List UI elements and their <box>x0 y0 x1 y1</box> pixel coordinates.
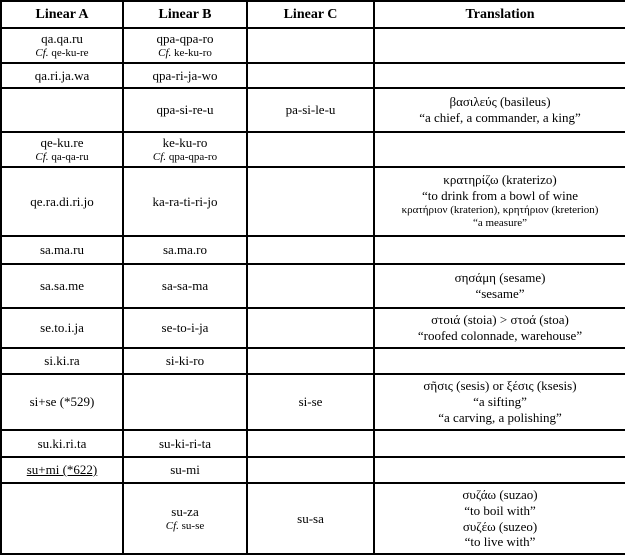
table-row <box>1 308 625 348</box>
cell-line: Cf. ke-ku-ro <box>158 46 212 59</box>
cell-line: “a sifting” <box>473 394 527 410</box>
cell-translation <box>374 457 625 483</box>
cell-translation <box>374 308 625 348</box>
cell-line: qa.ri.ja.wa <box>34 67 90 83</box>
cell-linear-b <box>123 430 247 457</box>
cell-translation <box>374 430 625 457</box>
cell-linear-c <box>247 167 374 236</box>
cell-linear-b <box>123 308 247 348</box>
cell-linear-c <box>247 374 374 430</box>
cell-linear-b <box>123 88 247 132</box>
cell-line: “to boil with” <box>464 502 536 518</box>
cell-line: “sesame” <box>475 286 525 301</box>
cell-linear-c <box>247 88 374 132</box>
table-row <box>1 236 625 264</box>
column-header-linear-b: Linear B <box>123 1 247 28</box>
cell-linear-c <box>247 28 374 63</box>
cell-line: qpa-qpa-ro <box>156 30 214 46</box>
cell-linear-b <box>123 132 247 167</box>
cell-linear-b <box>123 63 247 88</box>
table-row <box>1 457 625 483</box>
cell-linear-a <box>1 483 123 554</box>
cell-linear-a <box>1 457 123 483</box>
cell-linear-c <box>247 132 374 167</box>
column-header-linear-c: Linear C <box>247 1 374 28</box>
cell-line: “a carving, a polishing” <box>438 409 562 425</box>
cell-line: “roofed colonnade, warehouse” <box>417 328 583 343</box>
cell-linear-a <box>1 374 123 430</box>
cell-translation <box>374 28 625 63</box>
cell-line: si.ki.ra <box>44 353 80 369</box>
table-row <box>1 483 625 554</box>
cell-line: se.to.i.ja <box>40 320 84 336</box>
cell-linear-a <box>1 63 123 88</box>
table-row <box>1 88 625 132</box>
table-body <box>1 28 625 554</box>
cell-translation <box>374 88 625 132</box>
cell-line: sa.ma.ru <box>39 242 85 258</box>
cell-translation <box>374 348 625 374</box>
cell-line: qe.ra.di.ri.jo <box>30 193 94 209</box>
cf-marker: Cf. <box>165 519 179 532</box>
cell-line: su-mi <box>170 462 200 478</box>
cell-line: si-ki-ro <box>165 353 205 369</box>
cf-marker: Cf. <box>35 46 49 59</box>
cell-line: Cf. qa-qa-ru <box>35 150 89 163</box>
cell-line: su-za <box>171 503 199 519</box>
cell-line: qpa-si-re-u <box>156 102 214 118</box>
cell-linear-c <box>247 264 374 308</box>
cell-linear-b <box>123 483 247 554</box>
cell-linear-c <box>247 236 374 264</box>
cell-line: ke-ku-ro <box>162 134 208 150</box>
cell-line: Cf. qe-ku-re <box>35 46 89 59</box>
table-row <box>1 374 625 430</box>
cell-linear-c <box>247 348 374 374</box>
cell-line: sa.sa.me <box>39 278 85 294</box>
table-row <box>1 348 625 374</box>
cell-line: “a measure” <box>472 217 528 230</box>
cell-linear-c <box>247 457 374 483</box>
cell-line: qpa-ri-ja-wo <box>152 67 218 83</box>
cell-line: se-to-i-ja <box>161 320 209 336</box>
cell-linear-a <box>1 430 123 457</box>
cell-translation <box>374 483 625 554</box>
table-row <box>1 264 625 308</box>
table-row <box>1 28 625 63</box>
cell-linear-b <box>123 167 247 236</box>
cell-linear-a <box>1 308 123 348</box>
cell-line: su-sa <box>297 510 324 526</box>
cell-linear-a <box>1 348 123 374</box>
cell-line: qe-ku.re <box>40 134 84 150</box>
column-header-translation: Translation <box>374 1 625 28</box>
cell-line: συζάω (suzao) <box>462 486 538 502</box>
cell-line: su-ki-ri-ta <box>159 435 211 451</box>
cell-linear-b <box>123 28 247 63</box>
cell-line: sa.ma.ro <box>162 242 208 258</box>
cell-linear-b <box>123 348 247 374</box>
cell-translation <box>374 132 625 167</box>
cell-linear-c <box>247 63 374 88</box>
table-row <box>1 167 625 236</box>
cell-linear-a <box>1 236 123 264</box>
cell-linear-b <box>123 457 247 483</box>
cell-line: su+mi (*622) <box>26 462 98 478</box>
cell-line: κρατηρίζω (kraterizo) <box>443 171 557 187</box>
cell-line: βασιλεύς (basileus) <box>449 94 551 110</box>
cell-linear-a <box>1 264 123 308</box>
cell-translation <box>374 236 625 264</box>
cell-translation <box>374 264 625 308</box>
cell-line: “to live with” <box>464 534 536 550</box>
cell-linear-b <box>123 236 247 264</box>
cell-line: si+se (*529) <box>29 394 95 410</box>
cell-line: “a chief, a commander, a king” <box>419 110 581 125</box>
cell-translation <box>374 167 625 236</box>
cf-marker: Cf. <box>158 46 172 59</box>
cf-marker: Cf. <box>35 150 49 163</box>
cell-line: σησάμη (sesame) <box>454 270 546 286</box>
cell-line: Cf. su-se <box>165 519 205 532</box>
cf-marker: Cf. <box>152 150 167 163</box>
cell-line: συζέω (suzeo) <box>462 518 538 534</box>
cell-line: στοιά (stoia) > στοά (stoa) <box>431 312 569 328</box>
cell-line: pa-si-le-u <box>285 102 336 118</box>
cell-linear-a <box>1 88 123 132</box>
cell-linear-b <box>123 264 247 308</box>
cell-linear-a <box>1 28 123 63</box>
table-row <box>1 132 625 167</box>
cell-linear-a <box>1 132 123 167</box>
cell-line: su.ki.ri.ta <box>37 435 87 451</box>
column-header-linear-a: Linear A <box>1 1 123 28</box>
cell-line: Cf. qpa-qpa-ro <box>152 150 218 163</box>
table-row <box>1 430 625 457</box>
cell-translation <box>374 63 625 88</box>
cell-translation <box>374 374 625 430</box>
cell-linear-c <box>247 430 374 457</box>
cell-line: qa.qa.ru <box>41 30 83 46</box>
cell-line: “to drink from a bowl of wine <box>422 187 578 203</box>
cell-line: κρατήριον (kraterion), κρητήριον (kreterion) <box>401 203 599 216</box>
cell-linear-c <box>247 308 374 348</box>
cell-linear-c <box>247 483 374 554</box>
table-header-row <box>1 1 625 28</box>
cell-linear-a <box>1 167 123 236</box>
cell-line: si-se <box>298 394 323 410</box>
table-row <box>1 63 625 88</box>
cell-linear-b <box>123 374 247 430</box>
cell-line: σῆσις (sesis) or ξέσις (ksesis) <box>423 378 577 394</box>
cell-line: ka-ra-ti-ri-jo <box>152 193 218 209</box>
cell-line: sa-sa-ma <box>161 278 209 294</box>
